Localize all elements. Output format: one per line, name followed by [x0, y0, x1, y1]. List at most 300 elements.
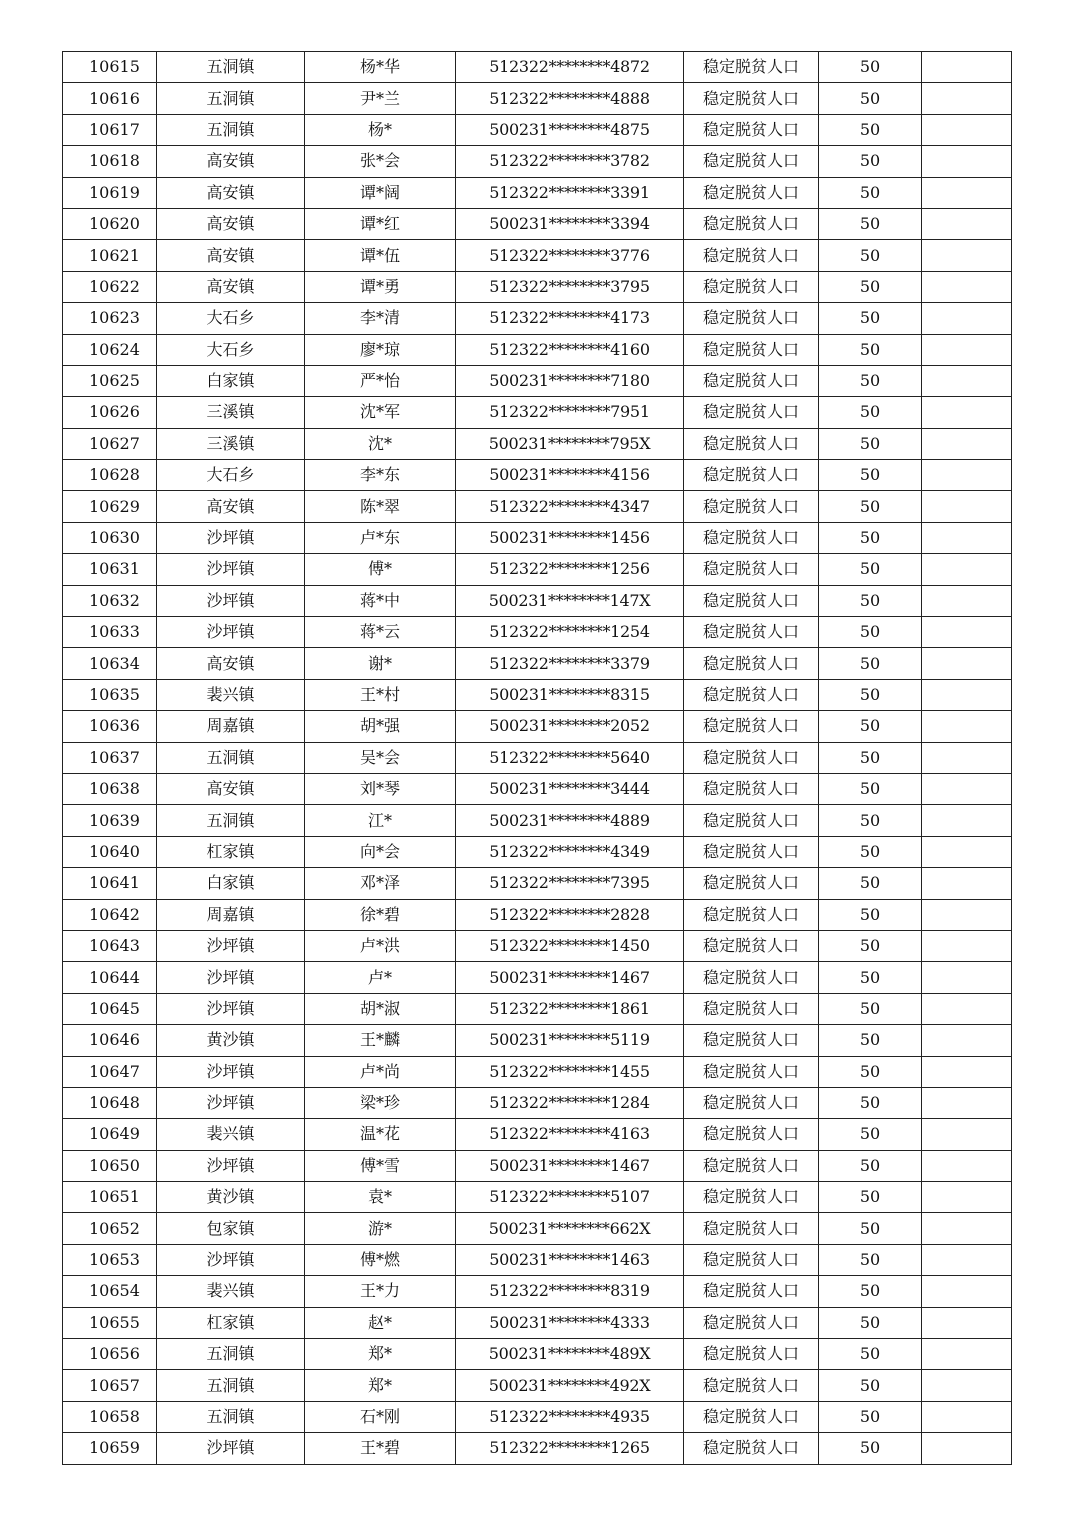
township-cell: 沙坪镇 — [157, 1244, 305, 1275]
remark-cell — [922, 1213, 1012, 1244]
remark-cell — [922, 773, 1012, 804]
category-cell: 稳定脱贫人口 — [684, 52, 819, 83]
category-cell: 稳定脱贫人口 — [684, 1244, 819, 1275]
remark-cell — [922, 365, 1012, 396]
table-row — [63, 617, 1012, 648]
table-row — [63, 648, 1012, 679]
amount-cell: 50 — [819, 83, 922, 114]
township-cell: 五洞镇 — [157, 1401, 305, 1432]
serial-number-cell: 10656 — [63, 1339, 157, 1370]
name-cell: 王*碧 — [305, 1433, 456, 1464]
beneficiary-table — [62, 51, 1012, 1465]
table-row — [63, 899, 1012, 930]
township-cell: 大石乡 — [157, 334, 305, 365]
id-number-cell: 500231********492X — [456, 1370, 684, 1401]
township-cell: 高安镇 — [157, 208, 305, 239]
name-cell: 卢*东 — [305, 522, 456, 553]
id-number-cell: 512322********7395 — [456, 868, 684, 899]
category-cell: 稳定脱贫人口 — [684, 1307, 819, 1338]
township-cell: 沙坪镇 — [157, 554, 305, 585]
table-row — [63, 679, 1012, 710]
category-cell: 稳定脱贫人口 — [684, 742, 819, 773]
category-cell: 稳定脱贫人口 — [684, 1213, 819, 1244]
category-cell: 稳定脱贫人口 — [684, 365, 819, 396]
name-cell: 游* — [305, 1213, 456, 1244]
table-row — [63, 1276, 1012, 1307]
id-number-cell: 500231********795X — [456, 428, 684, 459]
id-number-cell: 512322********3776 — [456, 240, 684, 271]
remark-cell — [922, 271, 1012, 302]
category-cell: 稳定脱贫人口 — [684, 711, 819, 742]
serial-number-cell: 10648 — [63, 1087, 157, 1118]
township-cell: 沙坪镇 — [157, 1087, 305, 1118]
township-cell: 包家镇 — [157, 1213, 305, 1244]
category-cell: 稳定脱贫人口 — [684, 208, 819, 239]
name-cell: 杨*华 — [305, 52, 456, 83]
amount-cell: 50 — [819, 993, 922, 1024]
table-row — [63, 1370, 1012, 1401]
id-number-cell: 512322********4349 — [456, 836, 684, 867]
category-cell: 稳定脱贫人口 — [684, 271, 819, 302]
township-cell: 五洞镇 — [157, 114, 305, 145]
serial-number-cell: 10635 — [63, 679, 157, 710]
name-cell: 王*村 — [305, 679, 456, 710]
table-row — [63, 303, 1012, 334]
amount-cell: 50 — [819, 1276, 922, 1307]
id-number-cell: 500231********3394 — [456, 208, 684, 239]
amount-cell: 50 — [819, 208, 922, 239]
amount-cell: 50 — [819, 1401, 922, 1432]
remark-cell — [922, 836, 1012, 867]
township-cell: 沙坪镇 — [157, 962, 305, 993]
name-cell: 徐*碧 — [305, 899, 456, 930]
remark-cell — [922, 522, 1012, 553]
name-cell: 谭*阔 — [305, 177, 456, 208]
remark-cell — [922, 1339, 1012, 1370]
serial-number-cell: 10638 — [63, 773, 157, 804]
id-number-cell: 512322********4347 — [456, 491, 684, 522]
amount-cell: 50 — [819, 554, 922, 585]
serial-number-cell: 10640 — [63, 836, 157, 867]
name-cell: 胡*淑 — [305, 993, 456, 1024]
id-number-cell: 500231********4889 — [456, 805, 684, 836]
id-number-cell: 512322********7951 — [456, 397, 684, 428]
amount-cell: 50 — [819, 805, 922, 836]
table-row — [63, 1025, 1012, 1056]
serial-number-cell: 10642 — [63, 899, 157, 930]
table-row — [63, 522, 1012, 553]
table-row — [63, 460, 1012, 491]
table-row — [63, 554, 1012, 585]
remark-cell — [922, 899, 1012, 930]
remark-cell — [922, 52, 1012, 83]
serial-number-cell: 10629 — [63, 491, 157, 522]
remark-cell — [922, 1433, 1012, 1464]
name-cell: 蒋*中 — [305, 585, 456, 616]
table-row — [63, 1339, 1012, 1370]
amount-cell: 50 — [819, 711, 922, 742]
name-cell: 刘*琴 — [305, 773, 456, 804]
name-cell: 傅*燃 — [305, 1244, 456, 1275]
name-cell: 谭*伍 — [305, 240, 456, 271]
township-cell: 五洞镇 — [157, 742, 305, 773]
table-row — [63, 585, 1012, 616]
name-cell: 卢*尚 — [305, 1056, 456, 1087]
amount-cell: 50 — [819, 868, 922, 899]
name-cell: 沈*军 — [305, 397, 456, 428]
remark-cell — [922, 1244, 1012, 1275]
serial-number-cell: 10653 — [63, 1244, 157, 1275]
remark-cell — [922, 1056, 1012, 1087]
id-number-cell: 512322********4935 — [456, 1401, 684, 1432]
township-cell: 黄沙镇 — [157, 1025, 305, 1056]
id-number-cell: 500231********7180 — [456, 365, 684, 396]
amount-cell: 50 — [819, 114, 922, 145]
serial-number-cell: 10622 — [63, 271, 157, 302]
name-cell: 江* — [305, 805, 456, 836]
id-number-cell: 512322********1455 — [456, 1056, 684, 1087]
township-cell: 沙坪镇 — [157, 1150, 305, 1181]
township-cell: 三溪镇 — [157, 428, 305, 459]
remark-cell — [922, 1087, 1012, 1118]
category-cell: 稳定脱贫人口 — [684, 773, 819, 804]
amount-cell: 50 — [819, 648, 922, 679]
amount-cell: 50 — [819, 1213, 922, 1244]
id-number-cell: 500231********4333 — [456, 1307, 684, 1338]
serial-number-cell: 10649 — [63, 1119, 157, 1150]
remark-cell — [922, 146, 1012, 177]
table-row — [63, 146, 1012, 177]
id-number-cell: 512322********1265 — [456, 1433, 684, 1464]
serial-number-cell: 10657 — [63, 1370, 157, 1401]
serial-number-cell: 10620 — [63, 208, 157, 239]
serial-number-cell: 10659 — [63, 1433, 157, 1464]
table-row — [63, 1087, 1012, 1118]
id-number-cell: 512322********4173 — [456, 303, 684, 334]
name-cell: 谭*红 — [305, 208, 456, 239]
serial-number-cell: 10658 — [63, 1401, 157, 1432]
table-row — [63, 1213, 1012, 1244]
id-number-cell: 512322********4872 — [456, 52, 684, 83]
township-cell: 大石乡 — [157, 303, 305, 334]
serial-number-cell: 10631 — [63, 554, 157, 585]
name-cell: 杨* — [305, 114, 456, 145]
serial-number-cell: 10632 — [63, 585, 157, 616]
category-cell: 稳定脱贫人口 — [684, 240, 819, 271]
table-row — [63, 1150, 1012, 1181]
amount-cell: 50 — [819, 1433, 922, 1464]
name-cell: 石*刚 — [305, 1401, 456, 1432]
table-row — [63, 177, 1012, 208]
id-number-cell: 500231********8315 — [456, 679, 684, 710]
amount-cell: 50 — [819, 271, 922, 302]
name-cell: 张*会 — [305, 146, 456, 177]
table-row — [63, 271, 1012, 302]
name-cell: 卢*洪 — [305, 930, 456, 961]
serial-number-cell: 10643 — [63, 930, 157, 961]
category-cell: 稳定脱贫人口 — [684, 1056, 819, 1087]
category-cell: 稳定脱贫人口 — [684, 585, 819, 616]
id-number-cell: 512322********5640 — [456, 742, 684, 773]
name-cell: 郑* — [305, 1370, 456, 1401]
table-row — [63, 993, 1012, 1024]
table-row — [63, 711, 1012, 742]
category-cell: 稳定脱贫人口 — [684, 836, 819, 867]
category-cell: 稳定脱贫人口 — [684, 1119, 819, 1150]
serial-number-cell: 10630 — [63, 522, 157, 553]
township-cell: 高安镇 — [157, 648, 305, 679]
amount-cell: 50 — [819, 1025, 922, 1056]
serial-number-cell: 10645 — [63, 993, 157, 1024]
name-cell: 袁* — [305, 1182, 456, 1213]
amount-cell: 50 — [819, 303, 922, 334]
id-number-cell: 500231********1467 — [456, 962, 684, 993]
name-cell: 傅*雪 — [305, 1150, 456, 1181]
remark-cell — [922, 1276, 1012, 1307]
table-row — [63, 1119, 1012, 1150]
amount-cell: 50 — [819, 836, 922, 867]
amount-cell: 50 — [819, 240, 922, 271]
amount-cell: 50 — [819, 397, 922, 428]
amount-cell: 50 — [819, 1056, 922, 1087]
serial-number-cell: 10647 — [63, 1056, 157, 1087]
table-row — [63, 240, 1012, 271]
remark-cell — [922, 679, 1012, 710]
remark-cell — [922, 1119, 1012, 1150]
amount-cell: 50 — [819, 1244, 922, 1275]
category-cell: 稳定脱贫人口 — [684, 303, 819, 334]
table-row — [63, 114, 1012, 145]
category-cell: 稳定脱贫人口 — [684, 114, 819, 145]
name-cell: 严*怡 — [305, 365, 456, 396]
category-cell: 稳定脱贫人口 — [684, 1150, 819, 1181]
name-cell: 赵* — [305, 1307, 456, 1338]
category-cell: 稳定脱贫人口 — [684, 930, 819, 961]
township-cell: 沙坪镇 — [157, 522, 305, 553]
serial-number-cell: 10624 — [63, 334, 157, 365]
table-row — [63, 1401, 1012, 1432]
id-number-cell: 512322********5107 — [456, 1182, 684, 1213]
township-cell: 三溪镇 — [157, 397, 305, 428]
id-number-cell: 512322********1256 — [456, 554, 684, 585]
amount-cell: 50 — [819, 428, 922, 459]
township-cell: 黄沙镇 — [157, 1182, 305, 1213]
category-cell: 稳定脱贫人口 — [684, 1025, 819, 1056]
id-number-cell: 500231********147X — [456, 585, 684, 616]
category-cell: 稳定脱贫人口 — [684, 1182, 819, 1213]
amount-cell: 50 — [819, 491, 922, 522]
township-cell: 沙坪镇 — [157, 617, 305, 648]
table-row — [63, 1244, 1012, 1275]
township-cell: 大石乡 — [157, 460, 305, 491]
category-cell: 稳定脱贫人口 — [684, 1433, 819, 1464]
township-cell: 五洞镇 — [157, 1370, 305, 1401]
serial-number-cell: 10654 — [63, 1276, 157, 1307]
category-cell: 稳定脱贫人口 — [684, 617, 819, 648]
remark-cell — [922, 114, 1012, 145]
township-cell: 沙坪镇 — [157, 930, 305, 961]
id-number-cell: 512322********8319 — [456, 1276, 684, 1307]
amount-cell: 50 — [819, 585, 922, 616]
amount-cell: 50 — [819, 365, 922, 396]
serial-number-cell: 10633 — [63, 617, 157, 648]
remark-cell — [922, 334, 1012, 365]
township-cell: 五洞镇 — [157, 1339, 305, 1370]
remark-cell — [922, 1370, 1012, 1401]
table-row — [63, 52, 1012, 83]
serial-number-cell: 10651 — [63, 1182, 157, 1213]
id-number-cell: 512322********3782 — [456, 146, 684, 177]
table-row — [63, 428, 1012, 459]
amount-cell: 50 — [819, 899, 922, 930]
serial-number-cell: 10628 — [63, 460, 157, 491]
id-number-cell: 500231********4156 — [456, 460, 684, 491]
township-cell: 高安镇 — [157, 146, 305, 177]
table-row — [63, 1056, 1012, 1087]
serial-number-cell: 10637 — [63, 742, 157, 773]
remark-cell — [922, 648, 1012, 679]
remark-cell — [922, 1182, 1012, 1213]
township-cell: 高安镇 — [157, 240, 305, 271]
township-cell: 杠家镇 — [157, 1307, 305, 1338]
remark-cell — [922, 993, 1012, 1024]
amount-cell: 50 — [819, 177, 922, 208]
name-cell: 吴*会 — [305, 742, 456, 773]
id-number-cell: 512322********3379 — [456, 648, 684, 679]
name-cell: 梁*珍 — [305, 1087, 456, 1118]
category-cell: 稳定脱贫人口 — [684, 460, 819, 491]
name-cell: 邓*泽 — [305, 868, 456, 899]
remark-cell — [922, 397, 1012, 428]
id-number-cell: 500231********3444 — [456, 773, 684, 804]
name-cell: 陈*翠 — [305, 491, 456, 522]
name-cell: 傅* — [305, 554, 456, 585]
category-cell: 稳定脱贫人口 — [684, 1276, 819, 1307]
category-cell: 稳定脱贫人口 — [684, 993, 819, 1024]
remark-cell — [922, 1401, 1012, 1432]
amount-cell: 50 — [819, 1370, 922, 1401]
name-cell: 温*花 — [305, 1119, 456, 1150]
serial-number-cell: 10621 — [63, 240, 157, 271]
id-number-cell: 500231********1456 — [456, 522, 684, 553]
category-cell: 稳定脱贫人口 — [684, 1401, 819, 1432]
table-row — [63, 1433, 1012, 1464]
name-cell: 尹*兰 — [305, 83, 456, 114]
amount-cell: 50 — [819, 146, 922, 177]
id-number-cell: 500231********1463 — [456, 1244, 684, 1275]
category-cell: 稳定脱贫人口 — [684, 522, 819, 553]
table-row — [63, 334, 1012, 365]
amount-cell: 50 — [819, 742, 922, 773]
id-number-cell: 512322********1861 — [456, 993, 684, 1024]
serial-number-cell: 10641 — [63, 868, 157, 899]
amount-cell: 50 — [819, 334, 922, 365]
township-cell: 裴兴镇 — [157, 1276, 305, 1307]
serial-number-cell: 10650 — [63, 1150, 157, 1181]
serial-number-cell: 10639 — [63, 805, 157, 836]
remark-cell — [922, 868, 1012, 899]
remark-cell — [922, 930, 1012, 961]
amount-cell: 50 — [819, 1182, 922, 1213]
table-row — [63, 930, 1012, 961]
township-cell: 沙坪镇 — [157, 1056, 305, 1087]
serial-number-cell: 10619 — [63, 177, 157, 208]
table-row — [63, 1307, 1012, 1338]
name-cell: 胡*强 — [305, 711, 456, 742]
remark-cell — [922, 177, 1012, 208]
id-number-cell: 500231********4875 — [456, 114, 684, 145]
township-cell: 裴兴镇 — [157, 679, 305, 710]
serial-number-cell: 10652 — [63, 1213, 157, 1244]
amount-cell: 50 — [819, 679, 922, 710]
table-body — [63, 52, 1012, 1465]
township-cell: 五洞镇 — [157, 805, 305, 836]
remark-cell — [922, 491, 1012, 522]
name-cell: 廖*琼 — [305, 334, 456, 365]
id-number-cell: 512322********1254 — [456, 617, 684, 648]
remark-cell — [922, 742, 1012, 773]
id-number-cell: 500231********2052 — [456, 711, 684, 742]
id-number-cell: 512322********4163 — [456, 1119, 684, 1150]
category-cell: 稳定脱贫人口 — [684, 805, 819, 836]
serial-number-cell: 10615 — [63, 52, 157, 83]
serial-number-cell: 10617 — [63, 114, 157, 145]
id-number-cell: 512322********1450 — [456, 930, 684, 961]
amount-cell: 50 — [819, 52, 922, 83]
category-cell: 稳定脱贫人口 — [684, 554, 819, 585]
serial-number-cell: 10625 — [63, 365, 157, 396]
amount-cell: 50 — [819, 617, 922, 648]
table-row — [63, 773, 1012, 804]
table-row — [63, 491, 1012, 522]
id-number-cell: 512322********3795 — [456, 271, 684, 302]
category-cell: 稳定脱贫人口 — [684, 177, 819, 208]
id-number-cell: 500231********662X — [456, 1213, 684, 1244]
name-cell: 郑* — [305, 1339, 456, 1370]
amount-cell: 50 — [819, 1339, 922, 1370]
id-number-cell: 512322********4160 — [456, 334, 684, 365]
township-cell: 白家镇 — [157, 365, 305, 396]
id-number-cell: 500231********489X — [456, 1339, 684, 1370]
township-cell: 周嘉镇 — [157, 899, 305, 930]
serial-number-cell: 10616 — [63, 83, 157, 114]
remark-cell — [922, 208, 1012, 239]
township-cell: 沙坪镇 — [157, 993, 305, 1024]
serial-number-cell: 10646 — [63, 1025, 157, 1056]
amount-cell: 50 — [819, 1087, 922, 1118]
category-cell: 稳定脱贫人口 — [684, 962, 819, 993]
amount-cell: 50 — [819, 930, 922, 961]
category-cell: 稳定脱贫人口 — [684, 868, 819, 899]
remark-cell — [922, 962, 1012, 993]
name-cell: 卢* — [305, 962, 456, 993]
remark-cell — [922, 1307, 1012, 1338]
remark-cell — [922, 554, 1012, 585]
category-cell: 稳定脱贫人口 — [684, 648, 819, 679]
name-cell: 蒋*云 — [305, 617, 456, 648]
serial-number-cell: 10627 — [63, 428, 157, 459]
id-number-cell: 512322********2828 — [456, 899, 684, 930]
remark-cell — [922, 711, 1012, 742]
township-cell: 高安镇 — [157, 271, 305, 302]
id-number-cell: 500231********5119 — [456, 1025, 684, 1056]
remark-cell — [922, 1150, 1012, 1181]
name-cell: 王*麟 — [305, 1025, 456, 1056]
township-cell: 高安镇 — [157, 177, 305, 208]
table-row — [63, 397, 1012, 428]
serial-number-cell: 10636 — [63, 711, 157, 742]
name-cell: 沈* — [305, 428, 456, 459]
